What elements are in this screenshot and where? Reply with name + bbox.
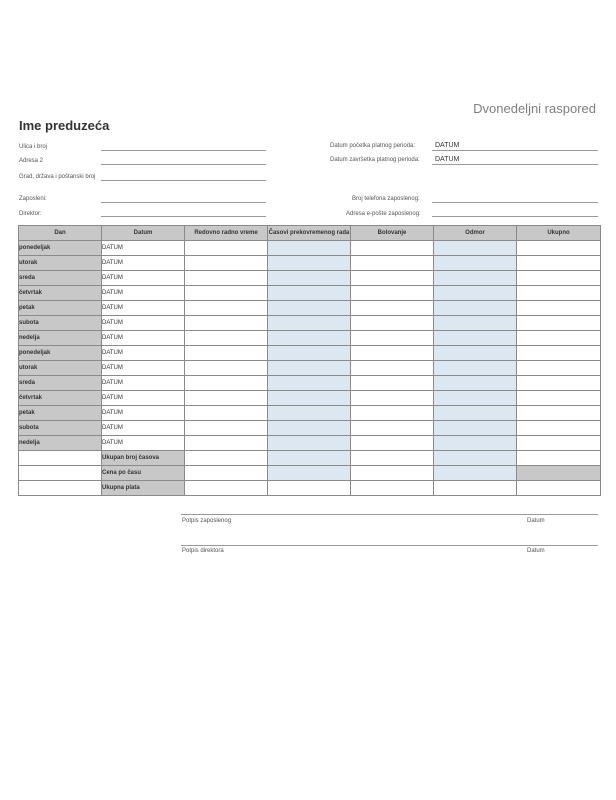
cell[interactable] [185,481,268,496]
table-row [19,421,601,436]
hours-cell[interactable] [517,331,601,346]
header-day: Dan [19,226,102,241]
hours-cell[interactable] [185,436,268,451]
hours-cell[interactable] [185,271,268,286]
day-cell: ponedeljak [19,241,102,256]
cell[interactable] [351,481,434,496]
cell[interactable] [517,481,601,496]
hours-cell[interactable] [434,391,517,406]
hours-cell[interactable] [434,436,517,451]
day-cell: sreda [19,271,102,286]
hours-cell[interactable] [185,421,268,436]
phone-label: Broj telefona zaposlenog: [352,196,420,202]
date-cell[interactable]: DATUM [102,406,185,421]
hours-cell[interactable] [185,256,268,271]
cell[interactable] [185,451,268,466]
day-cell: četvrtak [19,286,102,301]
day-cell: subota [19,421,102,436]
hours-cell[interactable] [351,241,434,256]
rate-label: Cena po času [102,466,185,481]
employee-signature-line[interactable] [181,514,598,515]
period-start-line [432,150,598,151]
table-row [19,241,601,256]
hours-cell[interactable] [517,241,601,256]
hours-cell[interactable] [351,256,434,271]
period-start-value[interactable]: DATUM [435,142,460,149]
director-field[interactable] [101,216,266,217]
header-regular-hours: Redovno radno vreme [185,226,268,241]
hours-cell[interactable] [351,346,434,361]
cell[interactable] [268,451,351,466]
hours-cell[interactable] [185,331,268,346]
email-label: Adresa e-pošte zaposlenog: [346,211,421,217]
table-row [19,271,601,286]
hours-cell[interactable] [517,316,601,331]
hours-cell[interactable] [185,346,268,361]
cell[interactable] [185,466,268,481]
cell [517,466,601,481]
hours-cell[interactable] [185,301,268,316]
day-cell: utorak [19,361,102,376]
hours-cell[interactable] [434,361,517,376]
hours-cell[interactable] [351,421,434,436]
hours-cell[interactable] [268,286,351,301]
hours-cell[interactable] [185,361,268,376]
hours-cell[interactable] [434,316,517,331]
table-row [19,286,601,301]
hours-cell[interactable] [434,256,517,271]
hours-cell[interactable] [434,331,517,346]
header-total: Ukupno [517,226,601,241]
date-cell[interactable]: DATUM [102,301,185,316]
hours-cell[interactable] [434,286,517,301]
hours-cell[interactable] [517,376,601,391]
summary-rate-row [19,466,601,481]
timesheet-table [18,225,601,496]
hours-cell[interactable] [517,301,601,316]
hours-cell[interactable] [517,286,601,301]
cell[interactable] [434,481,517,496]
hours-cell[interactable] [351,331,434,346]
cell[interactable] [434,451,517,466]
hours-cell[interactable] [351,376,434,391]
hours-cell[interactable] [268,301,351,316]
header-overtime: Časovi prekovremenog rada [268,226,351,241]
date-cell[interactable]: DATUM [102,256,185,271]
cell[interactable] [351,451,434,466]
date-cell[interactable]: DATUM [102,316,185,331]
day-cell: utorak [19,256,102,271]
period-start-label: Datum početka platnog perioda: [330,143,416,149]
date-cell[interactable]: DATUM [102,421,185,436]
phone-field[interactable] [432,202,598,203]
director-signature-label: Potpis direktora [182,548,224,554]
hours-cell[interactable] [517,436,601,451]
hours-cell[interactable] [351,316,434,331]
hours-cell[interactable] [185,391,268,406]
date-cell[interactable]: DATUM [102,346,185,361]
address2-label: Adresa 2 [19,158,44,164]
hours-cell[interactable] [434,346,517,361]
summary-total-hours-row [19,451,601,466]
hours-cell[interactable] [268,361,351,376]
city-field[interactable] [101,180,266,181]
hours-cell[interactable] [351,406,434,421]
total-hours-label: Ukupan broj časova [102,451,185,466]
day-cell: subota [19,316,102,331]
day-cell: nedelja [19,436,102,451]
hours-cell[interactable] [268,241,351,256]
date-cell[interactable]: DATUM [102,331,185,346]
hours-cell[interactable] [268,436,351,451]
period-end-value[interactable]: DATUM [435,156,460,163]
employee-signature-date-label: Datum [527,518,545,524]
header-sick: Bolovanje [351,226,434,241]
table-row [19,301,601,316]
hours-cell[interactable] [185,376,268,391]
hours-cell[interactable] [268,271,351,286]
street-label: Ulica i broj [19,144,48,150]
cell[interactable] [268,466,351,481]
hours-cell[interactable] [268,331,351,346]
hours-cell[interactable] [268,421,351,436]
period-end-label: Datum završetka platnog perioda: [330,157,420,163]
table-row [19,406,601,421]
hours-cell[interactable] [185,241,268,256]
hours-cell[interactable] [517,346,601,361]
header-vacation: Odmor [434,226,517,241]
table-row [19,391,601,406]
day-cell: petak [19,406,102,421]
company-name: Ime preduzeća [19,118,110,133]
period-end-line [432,164,598,165]
employee-field[interactable] [101,202,266,203]
hours-cell[interactable] [434,271,517,286]
hours-cell[interactable] [434,241,517,256]
day-cell: sreda [19,376,102,391]
employee-label: Zaposleni: [19,196,47,202]
hours-cell[interactable] [185,286,268,301]
hours-cell[interactable] [517,271,601,286]
hours-cell[interactable] [351,436,434,451]
director-signature-line[interactable] [181,545,598,546]
hours-cell[interactable] [351,391,434,406]
hours-cell[interactable] [434,421,517,436]
hours-cell[interactable] [268,391,351,406]
day-cell: petak [19,301,102,316]
day-cell: nedelja [19,331,102,346]
hours-cell[interactable] [351,361,434,376]
date-cell[interactable]: DATUM [102,361,185,376]
city-label: Grad, država i poštanski broj [19,174,96,180]
table-row [19,346,601,361]
cell[interactable] [434,466,517,481]
total-pay-label: Ukupna plata [102,481,185,496]
cell[interactable] [268,481,351,496]
table-row [19,376,601,391]
hours-cell[interactable] [185,406,268,421]
cell[interactable] [517,451,601,466]
hours-cell[interactable] [268,256,351,271]
hours-cell[interactable] [517,406,601,421]
address2-field[interactable] [101,164,266,165]
hours-cell[interactable] [268,346,351,361]
hours-cell[interactable] [517,361,601,376]
hours-cell[interactable] [517,421,601,436]
table-row [19,316,601,331]
table-row [19,436,601,451]
hours-cell[interactable] [268,376,351,391]
hours-cell[interactable] [434,376,517,391]
cell[interactable] [351,466,434,481]
director-signature-date-label: Datum [527,548,545,554]
day-cell: četvrtak [19,391,102,406]
table-row [19,331,601,346]
hours-cell[interactable] [185,316,268,331]
hours-cell[interactable] [434,406,517,421]
hours-cell[interactable] [351,286,434,301]
hours-cell[interactable] [351,301,434,316]
street-field[interactable] [101,150,266,151]
summary-total-pay-row [19,481,601,496]
hours-cell[interactable] [268,316,351,331]
hours-cell[interactable] [351,271,434,286]
date-cell[interactable]: DATUM [102,436,185,451]
table-row [19,361,601,376]
employee-signature-label: Potpis zaposlenog [182,518,232,524]
date-cell[interactable]: DATUM [102,391,185,406]
date-cell[interactable]: DATUM [102,286,185,301]
date-cell[interactable]: DATUM [102,376,185,391]
day-cell: ponedeljak [19,346,102,361]
director-label: Direktor: [19,211,42,217]
header-date: Datum [102,226,185,241]
email-field[interactable] [432,216,598,217]
hours-cell[interactable] [434,301,517,316]
hours-cell[interactable] [517,256,601,271]
table-header-row [19,226,601,241]
hours-cell[interactable] [517,391,601,406]
hours-cell[interactable] [268,406,351,421]
date-cell[interactable]: DATUM [102,271,185,286]
document-title: Dvonedeljni raspored [473,101,596,116]
date-cell[interactable]: DATUM [102,241,185,256]
table-row [19,256,601,271]
